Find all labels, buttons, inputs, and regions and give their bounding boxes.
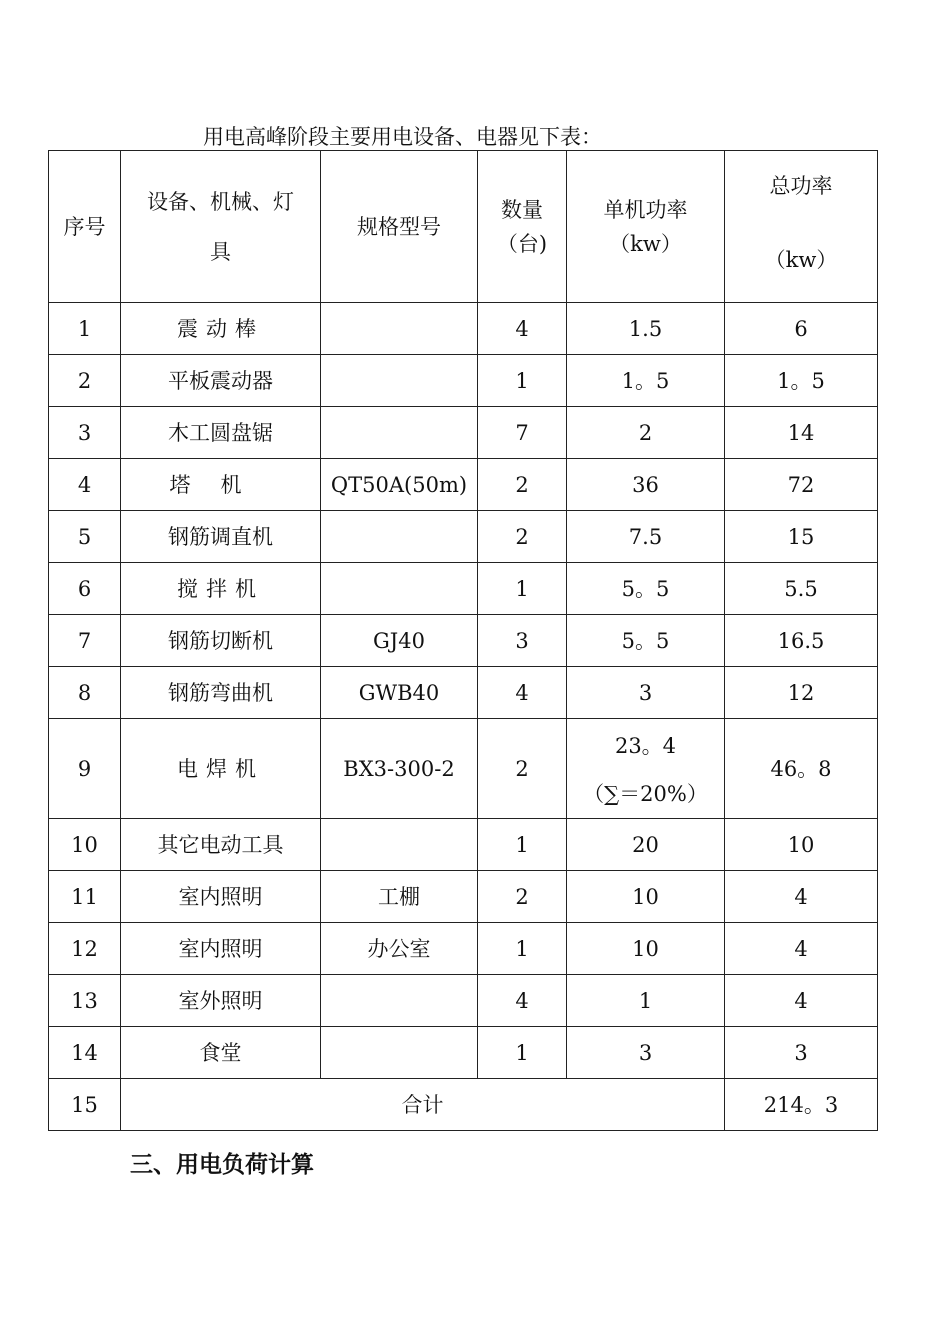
cell-unit-power: 2 [567,407,725,459]
cell-model [321,563,478,615]
cell-no: 11 [49,871,121,923]
cell-equipment-name: 室内照明 [121,871,321,923]
cell-total-power: 15 [725,511,878,563]
cell-total-power: 3 [725,1027,878,1079]
cell-quantity: 3 [478,615,567,667]
cell-model [321,355,478,407]
cell-quantity: 1 [478,563,567,615]
cell-equipment-name: 平板震动器 [121,355,321,407]
cell-no: 4 [49,459,121,511]
cell-quantity: 1 [478,923,567,975]
cell-equipment-name: 塔机 [121,459,321,511]
cell-model [321,407,478,459]
cell-quantity: 4 [478,667,567,719]
cell-total-power: 46。8 [725,719,878,819]
cell-no: 8 [49,667,121,719]
cell-model [321,1027,478,1079]
cell-equipment-name: 其它电动工具 [121,819,321,871]
cell-model: 工棚 [321,871,478,923]
table-row [49,563,878,615]
cell-equipment-name: 钢筋弯曲机 [121,667,321,719]
cell-quantity: 1 [478,819,567,871]
cell-model [321,303,478,355]
table-row [49,719,878,819]
cell-no: 2 [49,355,121,407]
section-heading: 三、用电负荷计算 [130,1152,314,1178]
cell-quantity: 4 [478,975,567,1027]
cell-quantity: 1 [478,1027,567,1079]
cell-quantity: 2 [478,871,567,923]
cell-quantity: 4 [478,303,567,355]
cell-model: QT50A(50m) [321,459,478,511]
cell-total-power: 16.5 [725,615,878,667]
table-row [49,1027,878,1079]
table-sum-row [49,1079,878,1131]
cell-unit-power: 10 [567,871,725,923]
cell-total-power: 4 [725,975,878,1027]
cell-model: BX3-300-2 [321,719,478,819]
cell-equipment-name: 钢筋调直机 [121,511,321,563]
cell-total-power: 5.5 [725,563,878,615]
cell-equipment-name: 震动棒 [121,303,321,355]
table-intro-text: 用电高峰阶段主要用电设备、电器见下表： [203,125,602,149]
header-quantity: 数量 （台) [478,151,567,303]
cell-model: 办公室 [321,923,478,975]
cell-total-power: 12 [725,667,878,719]
cell-no: 5 [49,511,121,563]
cell-total-power: 72 [725,459,878,511]
cell-unit-power: 1 [567,975,725,1027]
header-model: 规格型号 [321,151,478,303]
cell-quantity: 1 [478,355,567,407]
cell-equipment-name: 食堂 [121,1027,321,1079]
cell-equipment-name: 钢筋切断机 [121,615,321,667]
table-row [49,459,878,511]
header-no: 序号 [49,151,121,303]
cell-equipment-name: 搅拌机 [121,563,321,615]
table-row [49,303,878,355]
cell-unit-power: 5。5 [567,615,725,667]
cell-no: 9 [49,719,121,819]
cell-no: 12 [49,923,121,975]
cell-unit-power: 10 [567,923,725,975]
table-row [49,667,878,719]
table-row [49,819,878,871]
header-equipment-name: 设备、机械、灯 具 [121,151,321,303]
cell-quantity: 7 [478,407,567,459]
cell-no: 10 [49,819,121,871]
cell-total-power: 4 [725,923,878,975]
cell-unit-power: 7.5 [567,511,725,563]
sum-total-power: 214。3 [725,1079,878,1131]
cell-no: 1 [49,303,121,355]
cell-unit-power: 5。5 [567,563,725,615]
cell-no: 6 [49,563,121,615]
cell-no: 7 [49,615,121,667]
table-row [49,511,878,563]
cell-unit-power: 1.5 [567,303,725,355]
cell-total-power: 10 [725,819,878,871]
header-total-power: 总功率 （kw） [725,151,878,303]
table-row [49,923,878,975]
cell-no: 15 [49,1079,121,1131]
cell-unit-power: 20 [567,819,725,871]
cell-quantity: 2 [478,511,567,563]
cell-unit-power: 1。5 [567,355,725,407]
cell-equipment-name: 室内照明 [121,923,321,975]
cell-quantity: 2 [478,719,567,819]
cell-unit-power: 3 [567,667,725,719]
cell-total-power: 1。5 [725,355,878,407]
sum-label: 合计 [121,1079,725,1131]
cell-equipment-name: 室外照明 [121,975,321,1027]
cell-unit-power: 23。4 （∑＝20%） [567,719,725,819]
cell-model: GJ40 [321,615,478,667]
table-row [49,407,878,459]
cell-no: 3 [49,407,121,459]
cell-quantity: 2 [478,459,567,511]
cell-no: 13 [49,975,121,1027]
equipment-table [48,150,878,1131]
cell-model: GWB40 [321,667,478,719]
cell-total-power: 14 [725,407,878,459]
cell-equipment-name: 电焊机 [121,719,321,819]
cell-unit-power: 3 [567,1027,725,1079]
cell-no: 14 [49,1027,121,1079]
cell-model [321,819,478,871]
cell-total-power: 4 [725,871,878,923]
table-row [49,975,878,1027]
cell-equipment-name: 木工圆盘锯 [121,407,321,459]
cell-model [321,511,478,563]
table-row [49,355,878,407]
cell-model [321,975,478,1027]
table-header-row [49,151,878,303]
cell-unit-power: 36 [567,459,725,511]
table-row [49,871,878,923]
table-row [49,615,878,667]
cell-total-power: 6 [725,303,878,355]
header-unit-power: 单机功率 （kw） [567,151,725,303]
